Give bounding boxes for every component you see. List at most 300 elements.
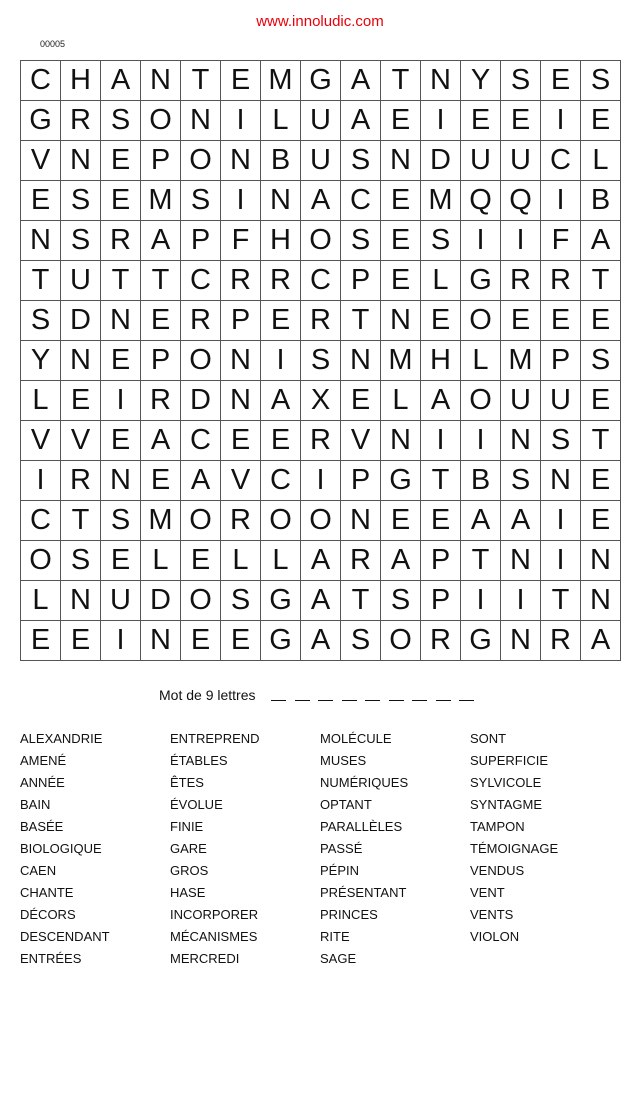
grid-cell[interactable]: E: [101, 181, 141, 221]
grid-cell[interactable]: M: [261, 61, 301, 101]
grid-cell[interactable]: R: [141, 381, 181, 421]
grid-cell[interactable]: I: [301, 461, 341, 501]
grid-cell[interactable]: S: [101, 501, 141, 541]
grid-row: [21, 501, 621, 541]
letter-blank[interactable]: [412, 699, 427, 701]
grid-cell[interactable]: I: [461, 581, 501, 621]
grid-cell[interactable]: O: [141, 101, 181, 141]
grid-cell[interactable]: I: [541, 541, 581, 581]
grid-cell[interactable]: M: [421, 181, 461, 221]
word-list: [20, 728, 620, 970]
word-item: SYNTAGME: [470, 797, 542, 812]
grid-cell[interactable]: S: [501, 461, 541, 501]
grid-cell[interactable]: L: [421, 261, 461, 301]
grid-cell[interactable]: D: [181, 381, 221, 421]
grid-cell[interactable]: O: [21, 541, 61, 581]
grid-cell[interactable]: E: [181, 541, 221, 581]
grid-cell[interactable]: T: [101, 261, 141, 301]
grid-cell[interactable]: I: [21, 461, 61, 501]
grid-cell[interactable]: A: [181, 461, 221, 501]
grid-cell[interactable]: L: [581, 141, 621, 181]
grid-row: [21, 101, 621, 141]
grid-cell[interactable]: S: [101, 101, 141, 141]
grid-cell[interactable]: H: [421, 341, 461, 381]
grid-cell[interactable]: R: [501, 261, 541, 301]
grid-cell[interactable]: A: [581, 221, 621, 261]
grid-cell[interactable]: L: [21, 381, 61, 421]
grid-cell[interactable]: A: [261, 381, 301, 421]
grid-cell[interactable]: G: [381, 461, 421, 501]
grid-cell[interactable]: L: [221, 541, 261, 581]
grid-cell[interactable]: I: [101, 381, 141, 421]
grid-cell[interactable]: I: [501, 581, 541, 621]
grid-cell[interactable]: I: [221, 101, 261, 141]
grid-cell[interactable]: H: [61, 61, 101, 101]
word-item: GROS: [170, 863, 209, 878]
grid-cell[interactable]: I: [421, 101, 461, 141]
grid-cell[interactable]: R: [541, 621, 581, 661]
grid-cell[interactable]: R: [301, 301, 341, 341]
grid-cell[interactable]: N: [101, 461, 141, 501]
grid-cell[interactable]: V: [61, 421, 101, 461]
grid-cell[interactable]: V: [21, 141, 61, 181]
grid-cell[interactable]: E: [221, 61, 261, 101]
grid-cell[interactable]: M: [141, 501, 181, 541]
grid-cell[interactable]: E: [261, 421, 301, 461]
word-item: ENTREPREND: [170, 731, 260, 746]
grid-cell[interactable]: E: [101, 341, 141, 381]
grid-cell[interactable]: P: [421, 581, 461, 621]
grid-cell[interactable]: E: [461, 101, 501, 141]
grid-cell[interactable]: S: [61, 221, 101, 261]
grid-cell[interactable]: S: [301, 341, 341, 381]
grid-cell[interactable]: O: [301, 221, 341, 261]
word-item: DESCENDANT: [20, 929, 110, 944]
grid-cell[interactable]: N: [261, 181, 301, 221]
word-item: ALEXANDRIE: [20, 731, 103, 746]
grid-cell[interactable]: S: [581, 341, 621, 381]
word-item: VIOLON: [470, 929, 520, 944]
grid-cell[interactable]: U: [301, 141, 341, 181]
word-item: MERCREDI: [170, 951, 240, 966]
word-item: SYLVICOLE: [470, 775, 542, 790]
word-item: NUMÉRIQUES: [320, 775, 409, 790]
grid-cell[interactable]: E: [341, 381, 381, 421]
letter-grid: [20, 60, 621, 661]
grid-cell[interactable]: M: [141, 181, 181, 221]
word-item: ÉTABLES: [170, 753, 228, 768]
grid-row: [21, 581, 621, 621]
grid-cell[interactable]: E: [21, 621, 61, 661]
grid-cell[interactable]: T: [421, 461, 461, 501]
letter-blank[interactable]: [365, 699, 380, 701]
grid-cell[interactable]: L: [141, 541, 181, 581]
grid-cell[interactable]: I: [541, 181, 581, 221]
grid-cell[interactable]: N: [221, 341, 261, 381]
grid-cell[interactable]: E: [101, 421, 141, 461]
grid-cell[interactable]: O: [381, 621, 421, 661]
grid-cell[interactable]: G: [461, 621, 501, 661]
grid-row: [21, 461, 621, 501]
grid-cell[interactable]: G: [301, 61, 341, 101]
grid-cell[interactable]: C: [541, 141, 581, 181]
grid-cell[interactable]: E: [581, 461, 621, 501]
grid-row: [21, 181, 621, 221]
grid-cell[interactable]: T: [541, 581, 581, 621]
grid-cell[interactable]: X: [301, 381, 341, 421]
grid-cell[interactable]: F: [221, 221, 261, 261]
grid-cell[interactable]: G: [261, 621, 301, 661]
word-column: [470, 728, 620, 970]
grid-cell[interactable]: S: [501, 61, 541, 101]
word-item: OPTANT: [320, 797, 372, 812]
grid-cell[interactable]: I: [461, 221, 501, 261]
grid-cell[interactable]: N: [141, 621, 181, 661]
grid-cell[interactable]: B: [261, 141, 301, 181]
grid-cell[interactable]: E: [181, 621, 221, 661]
grid-cell[interactable]: E: [381, 501, 421, 541]
word-item: VENTS: [470, 907, 514, 922]
grid-cell[interactable]: R: [221, 501, 261, 541]
letter-blank[interactable]: [295, 699, 310, 701]
word-item: MUSES: [320, 753, 367, 768]
grid-cell[interactable]: O: [181, 141, 221, 181]
grid-cell[interactable]: N: [141, 61, 181, 101]
grid-cell[interactable]: P: [421, 541, 461, 581]
grid-cell[interactable]: U: [461, 141, 501, 181]
word-column: [20, 728, 170, 970]
grid-cell[interactable]: A: [301, 581, 341, 621]
grid-cell[interactable]: Q: [501, 181, 541, 221]
grid-cell[interactable]: T: [61, 501, 101, 541]
grid-cell[interactable]: P: [221, 301, 261, 341]
grid-cell[interactable]: A: [301, 181, 341, 221]
grid-cell[interactable]: N: [381, 301, 421, 341]
grid-cell[interactable]: E: [221, 621, 261, 661]
word-item: PÉPIN: [320, 863, 360, 878]
grid-cell[interactable]: S: [381, 581, 421, 621]
grid-cell[interactable]: E: [101, 141, 141, 181]
site-url[interactable]: www.innoludic.com: [256, 13, 384, 30]
grid-cell[interactable]: Q: [461, 181, 501, 221]
grid-cell[interactable]: P: [141, 341, 181, 381]
grid-cell[interactable]: R: [61, 461, 101, 501]
hidden-word-label: Mot de 9 lettres: [159, 687, 256, 703]
word-item: PARALLÈLES: [320, 819, 403, 834]
grid-cell[interactable]: A: [141, 421, 181, 461]
word-item: TAMPON: [470, 819, 525, 834]
grid-cell[interactable]: R: [101, 221, 141, 261]
word-item: MÉCANISMES: [170, 929, 258, 944]
grid-cell[interactable]: A: [341, 101, 381, 141]
word-item: BASÉE: [20, 819, 64, 834]
grid-cell[interactable]: O: [181, 581, 221, 621]
word-item: VENDUS: [470, 863, 525, 878]
grid-cell[interactable]: R: [541, 261, 581, 301]
grid-cell[interactable]: N: [381, 141, 421, 181]
grid-cell[interactable]: N: [181, 101, 221, 141]
grid-cell[interactable]: R: [421, 621, 461, 661]
grid-cell[interactable]: T: [341, 301, 381, 341]
word-item: INCORPORER: [170, 907, 259, 922]
word-item: ANNÉE: [20, 775, 65, 790]
word-item: GARE: [170, 841, 207, 856]
grid-cell[interactable]: N: [101, 301, 141, 341]
grid-cell[interactable]: A: [581, 621, 621, 661]
grid-cell[interactable]: N: [341, 501, 381, 541]
grid-cell[interactable]: E: [421, 301, 461, 341]
grid-cell[interactable]: D: [141, 581, 181, 621]
grid-cell[interactable]: T: [381, 61, 421, 101]
grid-cell[interactable]: N: [341, 341, 381, 381]
grid-cell[interactable]: T: [461, 541, 501, 581]
grid-cell[interactable]: A: [381, 541, 421, 581]
grid-cell[interactable]: N: [381, 421, 421, 461]
grid-cell[interactable]: G: [261, 581, 301, 621]
grid-cell[interactable]: O: [181, 341, 221, 381]
grid-cell[interactable]: U: [501, 381, 541, 421]
grid-cell[interactable]: E: [541, 301, 581, 341]
word-item: SONT: [470, 731, 507, 746]
word-item: RITE: [320, 929, 350, 944]
grid-cell[interactable]: S: [421, 221, 461, 261]
word-item: BIOLOGIQUE: [20, 841, 102, 856]
grid-cell[interactable]: C: [181, 261, 221, 301]
grid-cell[interactable]: N: [61, 341, 101, 381]
grid-cell[interactable]: Y: [461, 61, 501, 101]
grid-cell[interactable]: C: [341, 181, 381, 221]
grid-cell[interactable]: E: [141, 461, 181, 501]
grid-cell[interactable]: E: [581, 101, 621, 141]
word-item: PASSÉ: [320, 841, 363, 856]
grid-cell[interactable]: E: [101, 541, 141, 581]
grid-cell[interactable]: N: [501, 541, 541, 581]
grid-cell[interactable]: E: [581, 381, 621, 421]
word-item: SAGE: [320, 951, 357, 966]
letter-blank[interactable]: [271, 699, 286, 701]
grid-cell[interactable]: I: [501, 221, 541, 261]
grid-cell[interactable]: S: [341, 621, 381, 661]
grid-cell[interactable]: E: [381, 101, 421, 141]
word-item: PRÉSENTANT: [320, 885, 407, 900]
grid-cell[interactable]: L: [261, 541, 301, 581]
letter-blank[interactable]: [436, 699, 451, 701]
grid-cell[interactable]: S: [581, 61, 621, 101]
grid-row: [21, 221, 621, 261]
grid-cell[interactable]: E: [581, 301, 621, 341]
grid-cell[interactable]: E: [501, 301, 541, 341]
word-item: HASE: [170, 885, 206, 900]
grid-cell[interactable]: S: [541, 421, 581, 461]
grid-cell[interactable]: F: [541, 221, 581, 261]
letter-blank[interactable]: [342, 699, 357, 701]
grid-cell[interactable]: H: [261, 221, 301, 261]
grid-cell[interactable]: V: [341, 421, 381, 461]
word-item: ÉVOLUE: [170, 797, 223, 812]
grid-cell[interactable]: A: [301, 541, 341, 581]
grid-cell[interactable]: I: [461, 421, 501, 461]
grid-row: [21, 261, 621, 301]
grid-cell[interactable]: Y: [21, 341, 61, 381]
grid-cell[interactable]: A: [421, 381, 461, 421]
word-item: CHANTE: [20, 885, 74, 900]
grid-cell[interactable]: G: [21, 101, 61, 141]
word-column: [170, 728, 320, 970]
grid-cell[interactable]: O: [181, 501, 221, 541]
grid-cell[interactable]: E: [61, 381, 101, 421]
grid-cell[interactable]: L: [461, 341, 501, 381]
grid-cell[interactable]: A: [301, 621, 341, 661]
grid-cell[interactable]: P: [341, 461, 381, 501]
word-item: ENTRÉES: [20, 951, 82, 966]
grid-cell[interactable]: R: [261, 261, 301, 301]
grid-cell[interactable]: N: [61, 141, 101, 181]
grid-cell[interactable]: N: [501, 621, 541, 661]
grid-cell[interactable]: E: [541, 61, 581, 101]
grid-cell[interactable]: N: [581, 541, 621, 581]
grid-cell[interactable]: M: [501, 341, 541, 381]
grid-cell[interactable]: E: [221, 421, 261, 461]
grid-cell[interactable]: N: [21, 221, 61, 261]
grid-cell[interactable]: I: [541, 101, 581, 141]
grid-cell[interactable]: I: [421, 421, 461, 461]
grid-cell[interactable]: E: [21, 181, 61, 221]
grid-cell[interactable]: O: [461, 381, 501, 421]
grid-cell[interactable]: O: [301, 501, 341, 541]
grid-cell[interactable]: P: [181, 221, 221, 261]
grid-cell[interactable]: E: [501, 101, 541, 141]
grid-cell[interactable]: M: [381, 341, 421, 381]
grid-cell[interactable]: U: [101, 581, 141, 621]
grid-cell[interactable]: I: [221, 181, 261, 221]
grid-cell[interactable]: O: [261, 501, 301, 541]
grid-cell[interactable]: U: [501, 141, 541, 181]
grid-cell[interactable]: S: [341, 221, 381, 261]
grid-cell[interactable]: E: [261, 301, 301, 341]
grid-cell[interactable]: R: [341, 541, 381, 581]
grid-cell[interactable]: D: [421, 141, 461, 181]
word-item: ÊTES: [170, 775, 204, 790]
grid-cell[interactable]: A: [501, 501, 541, 541]
grid-cell[interactable]: C: [181, 421, 221, 461]
grid-cell[interactable]: T: [341, 581, 381, 621]
grid-cell[interactable]: T: [581, 421, 621, 461]
grid-cell[interactable]: D: [61, 301, 101, 341]
grid-cell[interactable]: T: [581, 261, 621, 301]
grid-cell[interactable]: N: [221, 141, 261, 181]
grid-cell[interactable]: C: [261, 461, 301, 501]
word-item: FINIE: [170, 819, 204, 834]
letter-blank[interactable]: [318, 699, 333, 701]
grid-row: [21, 301, 621, 341]
grid-cell[interactable]: T: [141, 261, 181, 301]
word-column: [320, 728, 470, 970]
grid-cell[interactable]: S: [61, 181, 101, 221]
grid-cell[interactable]: N: [421, 61, 461, 101]
grid-cell[interactable]: I: [541, 501, 581, 541]
grid-cell[interactable]: E: [381, 261, 421, 301]
grid-row: [21, 541, 621, 581]
grid-cell[interactable]: U: [301, 101, 341, 141]
grid-cell[interactable]: R: [221, 261, 261, 301]
grid-row: [21, 381, 621, 421]
grid-row: [21, 341, 621, 381]
grid-cell[interactable]: V: [21, 421, 61, 461]
hidden-word-prompt: [159, 687, 483, 703]
grid-cell[interactable]: A: [101, 61, 141, 101]
grid-cell[interactable]: E: [61, 621, 101, 661]
grid-cell[interactable]: N: [501, 421, 541, 461]
grid-cell[interactable]: A: [461, 501, 501, 541]
grid-cell[interactable]: E: [421, 501, 461, 541]
grid-row: [21, 421, 621, 461]
grid-cell[interactable]: E: [381, 221, 421, 261]
grid-cell[interactable]: A: [141, 221, 181, 261]
grid-cell[interactable]: C: [21, 61, 61, 101]
grid-cell[interactable]: V: [221, 461, 261, 501]
word-item: CAEN: [20, 863, 57, 878]
grid-cell[interactable]: S: [61, 541, 101, 581]
grid-cell[interactable]: I: [101, 621, 141, 661]
grid-cell[interactable]: E: [381, 181, 421, 221]
puzzle-id: 00005: [40, 39, 66, 49]
grid-cell[interactable]: N: [541, 461, 581, 501]
grid-cell[interactable]: N: [61, 581, 101, 621]
grid-cell[interactable]: N: [221, 381, 261, 421]
grid-cell[interactable]: S: [221, 581, 261, 621]
grid-row: [21, 621, 621, 661]
grid-cell[interactable]: T: [21, 261, 61, 301]
grid-cell[interactable]: R: [61, 101, 101, 141]
grid-cell[interactable]: I: [261, 341, 301, 381]
grid-cell[interactable]: P: [341, 261, 381, 301]
grid-cell[interactable]: E: [581, 501, 621, 541]
grid-cell[interactable]: R: [301, 421, 341, 461]
word-item: TÉMOIGNAGE: [470, 841, 559, 856]
grid-cell[interactable]: G: [461, 261, 501, 301]
grid-cell[interactable]: A: [341, 61, 381, 101]
grid-cell[interactable]: O: [461, 301, 501, 341]
grid-cell[interactable]: P: [141, 141, 181, 181]
grid-cell[interactable]: S: [341, 141, 381, 181]
word-item: AMENÉ: [20, 753, 67, 768]
grid-cell[interactable]: E: [141, 301, 181, 341]
word-item: PRINCES: [320, 907, 378, 922]
letter-blank[interactable]: [389, 699, 404, 701]
grid-cell[interactable]: S: [181, 181, 221, 221]
grid-cell[interactable]: C: [21, 501, 61, 541]
grid-cell[interactable]: S: [21, 301, 61, 341]
grid-cell[interactable]: U: [541, 381, 581, 421]
grid-cell[interactable]: L: [381, 381, 421, 421]
grid-cell[interactable]: B: [461, 461, 501, 501]
grid-cell[interactable]: T: [181, 61, 221, 101]
word-item: DÉCORS: [20, 907, 76, 922]
grid-cell[interactable]: B: [581, 181, 621, 221]
letter-blank[interactable]: [459, 699, 474, 701]
word-item: SUPERFICIE: [470, 753, 549, 768]
grid-cell[interactable]: L: [21, 581, 61, 621]
grid-cell[interactable]: U: [61, 261, 101, 301]
grid-cell[interactable]: R: [181, 301, 221, 341]
hidden-word-blanks[interactable]: [271, 687, 483, 703]
grid-cell[interactable]: L: [261, 101, 301, 141]
grid-cell[interactable]: P: [541, 341, 581, 381]
word-item: BAIN: [20, 797, 51, 812]
grid-cell[interactable]: N: [581, 581, 621, 621]
word-item: VENT: [470, 885, 505, 900]
grid-cell[interactable]: C: [301, 261, 341, 301]
